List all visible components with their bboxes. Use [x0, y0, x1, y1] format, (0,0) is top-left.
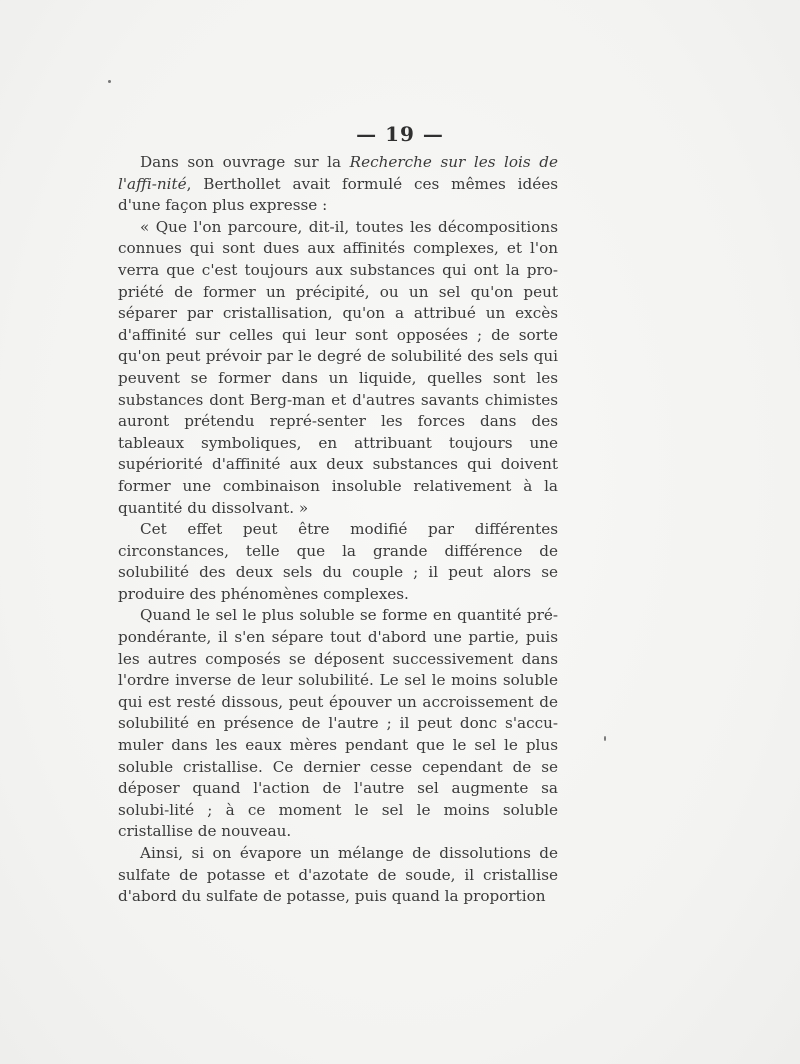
- body-text: [118, 152, 558, 908]
- page-number: — 19 —: [356, 122, 444, 146]
- paragraph-4: Quand le sel le plus soluble se forme en quantité pré-pondérante, il s'en sépare tout d'abord une partie, puis les autres composés se déposent successivement dans l'ordre inverse de leur solubilité. Le sel le moins soluble qui est resté dissous, peut épouver un accroissement de solubilité en présence de l'autre ; il peut donc s'accu-muler dans les eaux mères pendant que le sel le plus soluble cristallise. Ce dernier cesse cependant de se déposer quand l'action de l'autre sel augmente sa solubi-lité ; à ce moment le sel le moins soluble cristallise de nouveau.: [118, 606, 558, 841]
- paragraph-3: Cet effet peut être modifié par différentes circonstances, telle que la grande différence de solubilité des deux sels du couple ; il peut alors se produire des phénomènes complexes.: [118, 520, 558, 603]
- paragraph-2-quotation: « Que l'on parcoure, dit-il, toutes les décompositions connues qui sont dues aux affinités complexes, et l'on verra que c'est toujours aux substances qui ont la pro-priété de former un précipité, ou un sel qu'on peut séparer par cristallisation, qu'on a attribué un excès d'affinité sur celles qui leur sont opposées ; de sorte qu'on peut prévoir par le degré de solubilité des sels qui peuvent se former dans un liquide, quelles sont les substances dont Berg-man et d'autres savants chimistes auront prétendu repré-senter les forces dans des tableaux symboliques, en attribuant toujours une supériorité d'affinité aux deux substances qui doivent former une combinaison insoluble relativement à la quantité du dissolvant. »: [118, 217, 558, 517]
- paragraph-1: [118, 152, 558, 217]
- scan-speck: [604, 736, 606, 741]
- scan-speck: [108, 80, 111, 83]
- paragraph-1-rest: , Berthollet avait formulé ces mêmes idées d'une façon plus expresse :: [118, 174, 558, 215]
- book-title: Recherche sur les lois de l'affi-nité: [118, 153, 558, 193]
- paragraph-1-lead: Dans son ouvrage sur la: [140, 153, 350, 171]
- paragraph-5: Ainsi, si on évapore un mélange de dissolutions de sulfate de potasse et d'azotate de soude, il cristallise d'abord du sulfate de potasse, puis quand la proportion: [118, 844, 558, 906]
